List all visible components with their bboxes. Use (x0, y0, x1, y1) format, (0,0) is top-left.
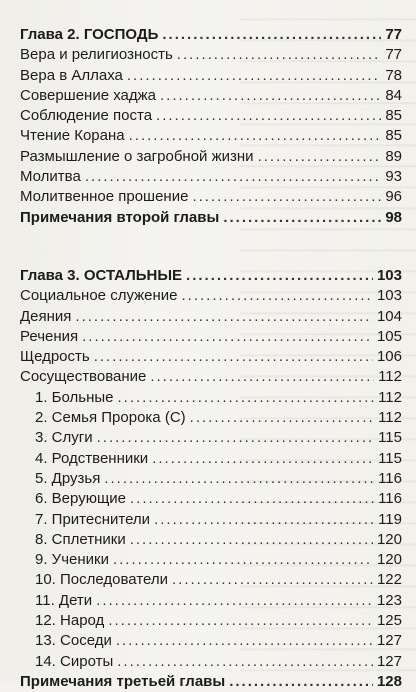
toc-entry-title: 1. Больные (35, 388, 114, 406)
toc-entry-page: 122 (376, 571, 402, 589)
chapter-2-section (20, 25, 402, 228)
toc-subentry (20, 428, 402, 448)
toc-subentry (20, 469, 402, 489)
toc-subentry (20, 489, 402, 509)
dot-leader (172, 570, 373, 590)
dot-leader (182, 286, 373, 306)
toc-entry-page: 120 (376, 530, 402, 548)
toc-entry-page: 105 (376, 327, 402, 345)
dot-leader (85, 167, 381, 187)
toc-entry-page: 127 (376, 632, 402, 650)
toc-subentry (20, 631, 402, 651)
toc-entry-page: 103 (376, 287, 402, 305)
toc-entry-page: 119 (378, 510, 402, 528)
toc-entry (20, 45, 402, 65)
dot-leader (156, 106, 381, 126)
toc-entry-page: 106 (376, 348, 402, 366)
toc-entry (20, 126, 402, 146)
dot-leader (75, 307, 373, 327)
toc-entry (20, 66, 402, 86)
toc-entry-title: Примечания второй главы (20, 208, 220, 226)
toc-subentry (20, 570, 402, 590)
toc-entry (20, 327, 402, 347)
toc-entry-title: 10. Последователи (35, 571, 168, 589)
toc-entry-title: 5. Друзья (35, 469, 101, 487)
toc-entry (20, 307, 402, 327)
dot-leader (177, 45, 382, 65)
toc-entry (20, 187, 402, 207)
toc-entry-title: Щедрость (20, 348, 90, 366)
dot-leader (162, 25, 381, 45)
toc-entry-page: 77 (385, 46, 402, 64)
dot-leader (258, 147, 382, 167)
dot-leader (154, 510, 374, 530)
toc-entry-title: 8. Сплетники (35, 530, 126, 548)
toc-entry-title: Молитва (20, 168, 81, 186)
toc-entry-title: 3. Слуги (35, 429, 93, 447)
chapter-3-section (20, 266, 402, 692)
toc-entry-page: 115 (378, 429, 402, 447)
dot-leader (223, 208, 381, 228)
dot-leader (104, 469, 374, 489)
toc-entry-page: 104 (376, 307, 402, 325)
toc-entry-page: 116 (378, 469, 402, 487)
dot-leader (118, 388, 375, 408)
toc-subentry (20, 530, 402, 550)
dot-leader (190, 408, 374, 428)
toc-entry (20, 347, 402, 367)
toc-entry-title: 6. Верующие (35, 490, 127, 508)
toc-entry-page: 115 (378, 449, 402, 467)
toc-entry-title: 2. Семья Пророка (С) (35, 409, 186, 427)
toc-entry-title: Сосуществование (20, 368, 147, 386)
dot-leader (127, 66, 381, 86)
dot-leader (130, 530, 373, 550)
toc-subentry (20, 449, 402, 469)
toc-entry-page: 85 (385, 127, 402, 145)
toc-entry-title: Глава 2. ГОСПОДЬ (20, 26, 159, 43)
table-of-contents (20, 25, 402, 692)
chapter-3-notes (20, 672, 402, 692)
dot-leader (152, 449, 374, 469)
toc-entry (20, 167, 402, 187)
toc-entry-page: 120 (376, 551, 402, 569)
toc-entry-page: 85 (385, 107, 402, 125)
chapter-2-heading (20, 25, 402, 45)
dot-leader (186, 266, 373, 286)
toc-subentry (20, 388, 402, 408)
toc-subentry (20, 510, 402, 530)
toc-entry (20, 286, 402, 306)
section-gap (20, 228, 402, 266)
dot-leader (192, 187, 381, 207)
toc-entry-title: 9. Ученики (35, 551, 109, 569)
toc-entry-title: Речения (20, 327, 79, 345)
toc-entry-title: Чтение Корана (20, 127, 125, 145)
toc-entry-title: Вера в Аллаха (20, 66, 123, 84)
dot-leader (129, 126, 382, 146)
dot-leader (117, 652, 373, 672)
toc-entry-page: 128 (376, 672, 402, 690)
dot-leader (108, 611, 373, 631)
toc-subentry (20, 550, 402, 570)
dot-leader (130, 489, 374, 509)
toc-entry (20, 86, 402, 106)
toc-entry-page: 112 (378, 388, 402, 406)
dot-leader (113, 550, 373, 570)
chapter-2-notes (20, 208, 402, 228)
toc-entry-page: 112 (378, 409, 402, 427)
toc-entry-title: 11. Дети (35, 591, 93, 609)
toc-entry-title: Соблюдение поста (20, 107, 153, 125)
dot-leader (160, 86, 381, 106)
toc-entry-title: 13. Соседи (35, 632, 112, 650)
dot-leader (82, 327, 373, 347)
toc-entry-page: 125 (376, 612, 402, 630)
toc-entry-title: Вера и религиозность (20, 46, 173, 64)
toc-entry-page: 84 (385, 86, 402, 104)
toc-entry-page: 112 (378, 368, 402, 386)
toc-entry (20, 147, 402, 167)
toc-subentry (20, 652, 402, 672)
toc-entry-page: 103 (376, 266, 402, 284)
toc-entry-page: 96 (385, 188, 402, 206)
dot-leader (150, 367, 374, 387)
toc-entry (20, 367, 402, 387)
toc-entry-page: 77 (385, 26, 402, 43)
toc-subentry (20, 591, 402, 611)
toc-entry-title: Примечания третьей главы (20, 672, 226, 690)
toc-entry-title: 14. Сироты (35, 652, 114, 670)
toc-subentry (20, 408, 402, 428)
dot-leader (96, 591, 373, 611)
toc-entry-title: Совершение хаджа (20, 86, 157, 104)
dot-leader (229, 672, 373, 692)
toc-entry-page: 89 (385, 147, 402, 165)
toc-entry (20, 106, 402, 126)
toc-entry-page: 127 (376, 652, 402, 670)
toc-entry-title: Молитвенное прошение (20, 188, 189, 206)
chapter-3-heading (20, 266, 402, 286)
toc-entry-page: 93 (385, 168, 402, 186)
toc-subentry (20, 611, 402, 631)
toc-entry-page: 98 (385, 208, 402, 226)
toc-entry-title: 12. Народ (35, 612, 105, 630)
dot-leader (97, 428, 374, 448)
dot-leader (116, 631, 373, 651)
toc-entry-title: 4. Родственники (35, 449, 149, 467)
toc-entry-title: Социальное служение (20, 287, 178, 305)
toc-entry-page: 78 (385, 66, 402, 84)
dot-leader (94, 347, 373, 367)
toc-entry-page: 116 (378, 490, 402, 508)
toc-entry-page: 123 (376, 591, 402, 609)
toc-entry-title: Размышление о загробной жизни (20, 147, 254, 165)
toc-entry-title: Глава 3. ОСТАЛЬНЫЕ (20, 266, 183, 284)
toc-entry-title: 7. Притеснители (35, 510, 151, 528)
toc-entry-title: Деяния (20, 307, 72, 325)
